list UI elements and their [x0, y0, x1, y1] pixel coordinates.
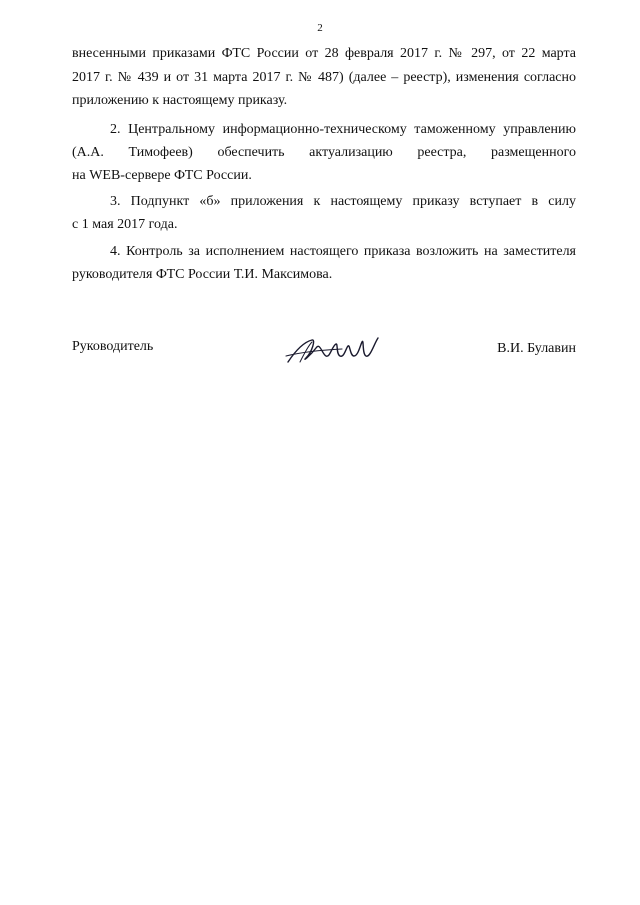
text-line-8: с 1 мая 2017 года. — [72, 217, 178, 232]
signature-block — [72, 332, 576, 372]
text-line-6: на WEB-сервере ФТС России. — [72, 168, 252, 183]
text-line-5: (А.А. Тимофеев) обеспечить актуализацию реестра, размещенного — [72, 145, 576, 160]
text-line-3: приложению к настоящему приказу. — [72, 93, 288, 108]
signatory-name: В.И. Булавин — [497, 341, 576, 356]
page-number: 2 — [317, 22, 323, 34]
handwritten-signature — [282, 332, 392, 368]
signatory-position: Руководитель — [72, 339, 154, 354]
text-line-1: внесенными приказами ФТС России от 28 февраля 2017 г. № 297, от 22 марта — [72, 46, 576, 61]
text-line-4: 2. Центральному информационно-техническому таможенному управлению — [110, 122, 576, 137]
text-line-7: 3. Подпункт «б» приложения к настоящему приказу вступает в силу — [110, 194, 576, 209]
text-line-10: руководителя ФТС России Т.И. Максимова. — [72, 267, 333, 282]
text-line-2: 2017 г. № 439 и от 31 марта 2017 г. № 487) (далее – реестр), изменения согласно — [72, 70, 576, 85]
text-line-9: 4. Контроль за исполнением настоящего приказа возложить на заместителя — [110, 244, 576, 259]
